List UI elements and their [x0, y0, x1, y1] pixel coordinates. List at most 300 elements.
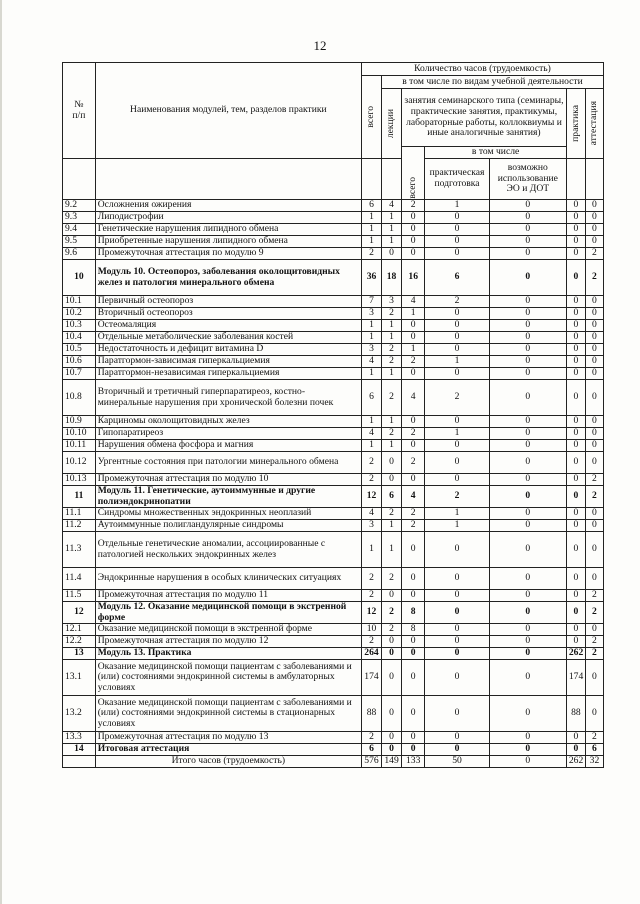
module-row — [63, 260, 604, 296]
cell-lectures: 1 — [382, 212, 402, 224]
cell-eo-dot: 0 — [489, 296, 566, 308]
cell-lectures: 1 — [382, 440, 402, 452]
cell-all: 1 — [361, 332, 381, 344]
cell-all: 3 — [361, 308, 381, 320]
cell-practice: 0 — [566, 452, 585, 474]
cell-attestation: 0 — [585, 380, 603, 416]
cell-all: 1 — [361, 368, 381, 380]
cell-eo-dot: 0 — [489, 474, 566, 486]
cell-seminar-all: 8 — [402, 624, 425, 636]
row-name: Приобретенные нарушения липидного обмена — [95, 236, 361, 248]
cell-lectures: 0 — [382, 648, 402, 660]
cell-practice: 0 — [566, 200, 585, 212]
cell-eo-dot: 0 — [489, 320, 566, 332]
cell-practice: 0 — [566, 260, 585, 296]
cell-all: 2 — [361, 732, 381, 744]
cell-attestation: 2 — [585, 590, 603, 602]
row-name: Вторичный остеопороз — [95, 308, 361, 320]
cell-lectures: 2 — [382, 624, 402, 636]
cell-attestation: 0 — [585, 508, 603, 520]
cell-seminar-all: 0 — [402, 744, 425, 756]
cell-all: 2 — [361, 568, 381, 590]
cell-eo-dot: 0 — [489, 416, 566, 428]
cell-all: 88 — [361, 696, 381, 732]
row-name: Вторичный и третичный гиперпаратиреоз, костно-минеральные нарушения при хронической болезни почек — [95, 380, 361, 416]
cell-practical-training: 0 — [425, 474, 489, 486]
row-number: 12.2 — [63, 636, 96, 648]
cell-practice: 0 — [566, 744, 585, 756]
cell-attestation: 0 — [585, 428, 603, 440]
cell-lectures: 6 — [382, 486, 402, 508]
cell-practice: 0 — [566, 486, 585, 508]
cell-practice: 0 — [566, 474, 585, 486]
row-number: 10.1 — [63, 296, 96, 308]
table-row — [63, 356, 604, 368]
cell-practice: 0 — [566, 332, 585, 344]
row-number: 10 — [63, 260, 96, 296]
cell-attestation: 0 — [585, 532, 603, 568]
cell-attestation: 2 — [585, 474, 603, 486]
cell-practical-training: 6 — [425, 260, 489, 296]
row-name: Паратгормон-независимая гиперкальциемия — [95, 368, 361, 380]
row-name: Паратгормон-зависимая гиперкальциемия — [95, 356, 361, 368]
cell-attestation: 6 — [585, 744, 603, 756]
including-header: в том числе — [425, 147, 567, 159]
cell-lectures: 1 — [382, 368, 402, 380]
cell-lectures: 18 — [382, 260, 402, 296]
cell-seminar-all: 0 — [402, 236, 425, 248]
row-name: Отдельные метаболические заболевания костей — [95, 332, 361, 344]
total-eo-dot: 0 — [489, 756, 566, 768]
cell-lectures: 4 — [382, 200, 402, 212]
cell-seminar-all: 2 — [402, 356, 425, 368]
cell-seminar-all: 2 — [402, 508, 425, 520]
cell-practice: 262 — [566, 648, 585, 660]
cell-attestation: 0 — [585, 356, 603, 368]
cell-practice: 0 — [566, 380, 585, 416]
row-name: Модуль 11. Генетические, аутоиммунные и другие полиэндокринопатии — [95, 486, 361, 508]
cell-lectures: 0 — [382, 744, 402, 756]
row-name: Оказание медицинской помощи пациентам с заболеваниями и (или) состояниями эндокринной системы в амбулаторных условиях — [95, 660, 361, 696]
col-practice-header: практика — [566, 89, 585, 159]
cell-all: 1 — [361, 224, 381, 236]
cell-all: 1 — [361, 236, 381, 248]
cell-eo-dot: 0 — [489, 308, 566, 320]
cell-practice: 0 — [566, 590, 585, 602]
cell-practice: 0 — [566, 320, 585, 332]
cell-seminar-all: 0 — [402, 416, 425, 428]
cell-attestation: 0 — [585, 624, 603, 636]
cell-lectures: 2 — [382, 344, 402, 356]
total-lectures: 149 — [382, 756, 402, 768]
cell-practice: 0 — [566, 224, 585, 236]
row-number: 10.9 — [63, 416, 96, 428]
row-number: 10.11 — [63, 440, 96, 452]
cell-eo-dot: 0 — [489, 590, 566, 602]
table-row — [63, 452, 604, 474]
cell-practical-training: 1 — [425, 520, 489, 532]
row-name: Эндокринные нарушения в особых клинических ситуациях — [95, 568, 361, 590]
row-number: 9.6 — [63, 248, 96, 260]
table-header — [63, 63, 604, 200]
total-label: Итого часов (трудоемкость) — [95, 756, 361, 768]
table-row — [63, 200, 604, 212]
cell-lectures: 1 — [382, 236, 402, 248]
cell-all: 2 — [361, 474, 381, 486]
cell-attestation: 0 — [585, 308, 603, 320]
col-eo-dot-header: возможно использование ЭО и ДОТ — [489, 159, 566, 200]
table-row — [63, 212, 604, 224]
cell-lectures: 1 — [382, 416, 402, 428]
cell-all: 7 — [361, 296, 381, 308]
table-row — [63, 416, 604, 428]
cell-eo-dot: 0 — [489, 200, 566, 212]
row-number: 11.3 — [63, 532, 96, 568]
cell-seminar-all: 0 — [402, 224, 425, 236]
row-name: Промежуточная аттестация по модулю 10 — [95, 474, 361, 486]
row-number: 10.10 — [63, 428, 96, 440]
table-row — [63, 248, 604, 260]
total-seminar-all: 133 — [402, 756, 425, 768]
table-row — [63, 344, 604, 356]
col-lectures-header: лекции — [382, 89, 402, 159]
cell-lectures: 2 — [382, 602, 402, 624]
cell-practical-training: 0 — [425, 368, 489, 380]
cell-attestation: 0 — [585, 344, 603, 356]
row-name: Промежуточная аттестация по модулю 11 — [95, 590, 361, 602]
cell-eo-dot: 0 — [489, 744, 566, 756]
table-row — [63, 660, 604, 696]
cell-practice: 0 — [566, 212, 585, 224]
cell-seminar-all: 2 — [402, 200, 425, 212]
cell-practical-training: 0 — [425, 636, 489, 648]
row-name: Модуль 10. Остеопороз, заболевания околощитовидных желез и патология минерального обмена — [95, 260, 361, 296]
table-row — [63, 236, 604, 248]
cell-lectures: 2 — [382, 568, 402, 590]
col-seminar-all-header: всего — [402, 147, 425, 200]
row-name: Нарушения обмена фосфора и магния — [95, 440, 361, 452]
cell-seminar-all: 0 — [402, 212, 425, 224]
cell-lectures: 2 — [382, 428, 402, 440]
row-number: 11.1 — [63, 508, 96, 520]
row-name: Промежуточная аттестация по модулю 13 — [95, 732, 361, 744]
cell-practical-training: 0 — [425, 440, 489, 452]
cell-attestation: 2 — [585, 260, 603, 296]
total-practice: 262 — [566, 756, 585, 768]
col-practical-training-header: практическая подготовка — [425, 159, 489, 200]
cell-all: 6 — [361, 200, 381, 212]
table-row — [63, 440, 604, 452]
cell-attestation: 0 — [585, 696, 603, 732]
row-number: 11.5 — [63, 590, 96, 602]
practice-header-spacer — [566, 159, 585, 200]
row-number: 11.2 — [63, 520, 96, 532]
cell-all: 2 — [361, 248, 381, 260]
cell-lectures: 3 — [382, 296, 402, 308]
row-number: 13.3 — [63, 732, 96, 744]
cell-attestation: 0 — [585, 416, 603, 428]
cell-practical-training: 0 — [425, 648, 489, 660]
cell-eo-dot: 0 — [489, 636, 566, 648]
row-name: Недостаточность и дефицит витамина D — [95, 344, 361, 356]
cell-practical-training: 1 — [425, 428, 489, 440]
num-header-spacer — [63, 159, 96, 200]
table-row — [63, 380, 604, 416]
name-header-spacer — [95, 159, 361, 200]
cell-practice: 0 — [566, 236, 585, 248]
cell-all: 4 — [361, 356, 381, 368]
cell-eo-dot: 0 — [489, 212, 566, 224]
cell-seminar-all: 2 — [402, 452, 425, 474]
cell-practical-training: 0 — [425, 532, 489, 568]
row-name: Синдромы множественных эндокринных неоплазий — [95, 508, 361, 520]
table-row — [63, 224, 604, 236]
cell-all: 1 — [361, 212, 381, 224]
cell-practical-training: 2 — [425, 296, 489, 308]
by-activity-header: в том числе по видам учебной деятельности — [382, 76, 604, 89]
row-number: 10.5 — [63, 344, 96, 356]
cell-practice: 0 — [566, 248, 585, 260]
row-name: Оказание медицинской помощи в экстренной форме — [95, 624, 361, 636]
cell-attestation: 0 — [585, 320, 603, 332]
row-number: 10.12 — [63, 452, 96, 474]
total-row — [63, 756, 604, 768]
cell-seminar-all: 4 — [402, 486, 425, 508]
row-number: 9.4 — [63, 224, 96, 236]
cell-attestation: 0 — [585, 224, 603, 236]
table-row — [63, 332, 604, 344]
row-number: 9.5 — [63, 236, 96, 248]
cell-all: 4 — [361, 428, 381, 440]
cell-practical-training: 0 — [425, 732, 489, 744]
cell-all: 6 — [361, 744, 381, 756]
cell-practical-training: 1 — [425, 200, 489, 212]
cell-eo-dot: 0 — [489, 344, 566, 356]
row-number: 10.7 — [63, 368, 96, 380]
cell-attestation: 0 — [585, 452, 603, 474]
cell-attestation: 0 — [585, 520, 603, 532]
all-header-spacer — [361, 159, 381, 200]
cell-practical-training: 0 — [425, 320, 489, 332]
seminar-header: занятия семинарского типа (семинары, практические занятия, практикумы, лабораторные работы, коллоквиумы и иные аналогичные занятия) — [402, 89, 567, 147]
cell-practical-training: 0 — [425, 744, 489, 756]
cell-practical-training: 0 — [425, 332, 489, 344]
cell-lectures: 0 — [382, 696, 402, 732]
cell-all: 1 — [361, 532, 381, 568]
row-number: 12.1 — [63, 624, 96, 636]
cell-lectures: 0 — [382, 248, 402, 260]
table-row — [63, 320, 604, 332]
cell-practice: 0 — [566, 344, 585, 356]
cell-seminar-all: 4 — [402, 380, 425, 416]
cell-all: 6 — [361, 380, 381, 416]
row-name: Промежуточная аттестация по модулю 9 — [95, 248, 361, 260]
module-row — [63, 648, 604, 660]
cell-all: 4 — [361, 508, 381, 520]
cell-seminar-all: 2 — [402, 428, 425, 440]
cell-lectures: 1 — [382, 520, 402, 532]
cell-attestation: 0 — [585, 236, 603, 248]
cell-lectures: 2 — [382, 380, 402, 416]
cell-all: 1 — [361, 416, 381, 428]
cell-all: 12 — [361, 486, 381, 508]
row-name: Итоговая аттестация — [95, 744, 361, 756]
row-number: 13 — [63, 648, 96, 660]
row-name: Ургентные состояния при патологии минерального обмена — [95, 452, 361, 474]
module-row — [63, 602, 604, 624]
module-row — [63, 486, 604, 508]
cell-practice: 0 — [566, 636, 585, 648]
cell-lectures: 1 — [382, 320, 402, 332]
cell-seminar-all: 16 — [402, 260, 425, 296]
cell-practical-training: 0 — [425, 624, 489, 636]
cell-eo-dot: 0 — [489, 368, 566, 380]
cell-all: 2 — [361, 452, 381, 474]
cell-seminar-all: 0 — [402, 248, 425, 260]
row-number: 10.3 — [63, 320, 96, 332]
cell-seminar-all: 0 — [402, 440, 425, 452]
cell-practical-training: 2 — [425, 380, 489, 416]
row-name: Отдельные генетические аномалии, ассоциированные с патологией нескольких эндокринных желез — [95, 532, 361, 568]
cell-seminar-all: 8 — [402, 602, 425, 624]
row-name: Осложнения ожирения — [95, 200, 361, 212]
cell-practice: 0 — [566, 520, 585, 532]
col-name-header: Наименования модулей, тем, разделов практики — [95, 63, 361, 159]
lectures-header-spacer — [382, 159, 402, 200]
cell-all: 1 — [361, 320, 381, 332]
cell-attestation: 0 — [585, 212, 603, 224]
cell-eo-dot: 0 — [489, 648, 566, 660]
cell-practice: 0 — [566, 428, 585, 440]
cell-seminar-all: 1 — [402, 308, 425, 320]
cell-eo-dot: 0 — [489, 440, 566, 452]
table-row — [63, 590, 604, 602]
row-name: Промежуточная аттестация по модулю 12 — [95, 636, 361, 648]
cell-all: 264 — [361, 648, 381, 660]
total-empty-cell — [63, 756, 96, 768]
cell-attestation: 0 — [585, 368, 603, 380]
cell-seminar-all: 0 — [402, 636, 425, 648]
cell-lectures: 0 — [382, 474, 402, 486]
total-attestation: 32 — [585, 756, 603, 768]
cell-practical-training: 0 — [425, 224, 489, 236]
row-number: 11.4 — [63, 568, 96, 590]
table-row — [63, 508, 604, 520]
table-row — [63, 636, 604, 648]
cell-attestation: 0 — [585, 660, 603, 696]
cell-eo-dot: 0 — [489, 380, 566, 416]
cell-practical-training: 0 — [425, 452, 489, 474]
cell-attestation: 0 — [585, 200, 603, 212]
cell-practice: 0 — [566, 532, 585, 568]
table-row — [63, 568, 604, 590]
cell-all: 174 — [361, 660, 381, 696]
cell-practice: 0 — [566, 308, 585, 320]
table-row — [63, 368, 604, 380]
cell-seminar-all: 0 — [402, 696, 425, 732]
table-row — [63, 520, 604, 532]
cell-lectures: 0 — [382, 452, 402, 474]
cell-lectures: 2 — [382, 356, 402, 368]
table-row — [63, 624, 604, 636]
cell-eo-dot: 0 — [489, 332, 566, 344]
row-number: 10.8 — [63, 380, 96, 416]
col-num-header: № п/п — [63, 63, 96, 159]
row-name: Аутоиммунные полигландулярные синдромы — [95, 520, 361, 532]
row-name: Остеомаляция — [95, 320, 361, 332]
cell-lectures: 2 — [382, 508, 402, 520]
cell-attestation: 2 — [585, 732, 603, 744]
cell-eo-dot: 0 — [489, 508, 566, 520]
cell-practice: 0 — [566, 602, 585, 624]
cell-practice: 0 — [566, 732, 585, 744]
cell-practical-training: 1 — [425, 356, 489, 368]
cell-practice: 174 — [566, 660, 585, 696]
table-row — [63, 308, 604, 320]
cell-all: 10 — [361, 624, 381, 636]
cell-practice: 0 — [566, 416, 585, 428]
cell-all: 2 — [361, 636, 381, 648]
scan-edge-left — [0, 0, 2, 904]
cell-eo-dot: 0 — [489, 356, 566, 368]
total-practical-training: 50 — [425, 756, 489, 768]
attestation-header-spacer — [585, 159, 603, 200]
cell-eo-dot: 0 — [489, 486, 566, 508]
cell-practice: 0 — [566, 508, 585, 520]
row-name: Гипопаратиреоз — [95, 428, 361, 440]
cell-practical-training: 0 — [425, 236, 489, 248]
cell-practice: 0 — [566, 440, 585, 452]
cell-seminar-all: 0 — [402, 660, 425, 696]
cell-attestation: 2 — [585, 486, 603, 508]
cell-lectures: 0 — [382, 732, 402, 744]
cell-practice: 0 — [566, 624, 585, 636]
hours-total-header: Количество часов (трудоемкость) — [361, 63, 603, 76]
total-all: 576 — [361, 756, 381, 768]
cell-seminar-all: 0 — [402, 590, 425, 602]
cell-attestation: 2 — [585, 602, 603, 624]
cell-attestation: 0 — [585, 568, 603, 590]
row-name: Липодистрофии — [95, 212, 361, 224]
cell-eo-dot: 0 — [489, 532, 566, 568]
cell-eo-dot: 0 — [489, 248, 566, 260]
row-number: 11 — [63, 486, 96, 508]
cell-seminar-all: 0 — [402, 332, 425, 344]
cell-eo-dot: 0 — [489, 660, 566, 696]
cell-lectures: 0 — [382, 590, 402, 602]
cell-attestation: 2 — [585, 648, 603, 660]
row-number: 13.2 — [63, 696, 96, 732]
row-name: Первичный остеопороз — [95, 296, 361, 308]
row-name: Генетические нарушения липидного обмена — [95, 224, 361, 236]
cell-attestation: 2 — [585, 636, 603, 648]
cell-seminar-all: 0 — [402, 568, 425, 590]
cell-practice: 0 — [566, 356, 585, 368]
cell-lectures: 1 — [382, 224, 402, 236]
col-all-header: всего — [361, 76, 381, 159]
cell-attestation: 0 — [585, 440, 603, 452]
cell-seminar-all: 1 — [402, 344, 425, 356]
cell-eo-dot: 0 — [489, 696, 566, 732]
cell-eo-dot: 0 — [489, 260, 566, 296]
cell-practical-training: 0 — [425, 568, 489, 590]
cell-attestation: 0 — [585, 332, 603, 344]
cell-attestation: 0 — [585, 296, 603, 308]
row-name: Модуль 12. Оказание медицинской помощи в экстренной форме — [95, 602, 361, 624]
cell-lectures: 1 — [382, 532, 402, 568]
cell-seminar-all: 4 — [402, 296, 425, 308]
cell-practical-training: 0 — [425, 590, 489, 602]
